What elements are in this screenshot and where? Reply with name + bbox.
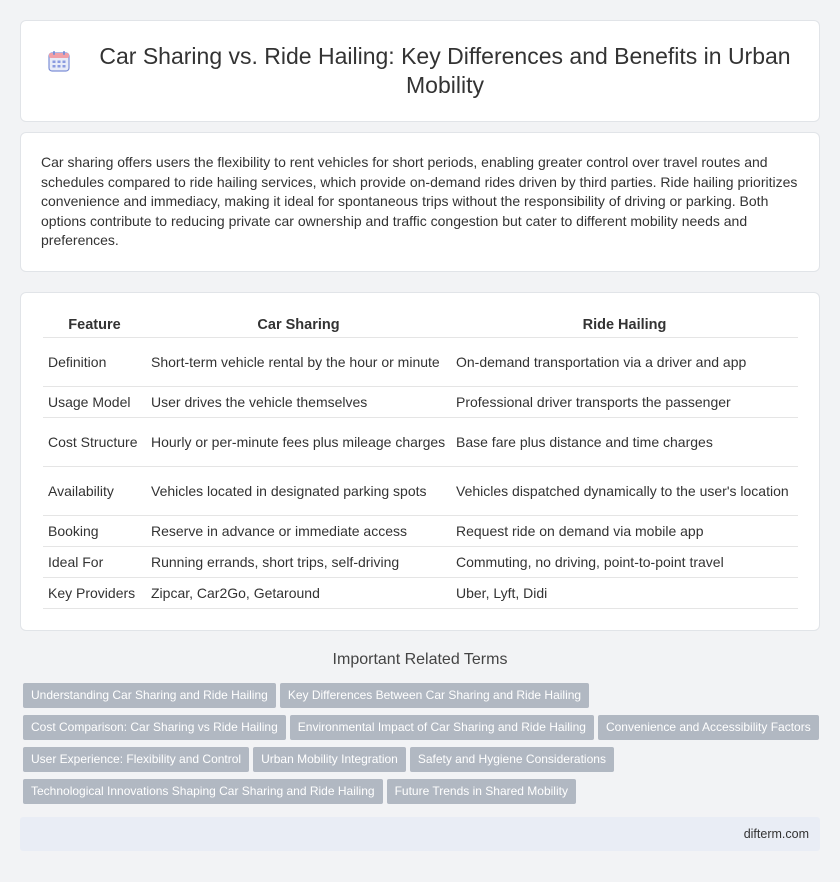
table-row	[43, 547, 798, 578]
header-car-sharing: Car Sharing	[146, 313, 451, 338]
table-row	[43, 418, 798, 467]
related-term-tag[interactable]: Convenience and Accessibility Factors	[598, 715, 819, 740]
feature-cell: Key Providers	[43, 578, 146, 609]
footer	[20, 817, 820, 851]
table-row	[43, 338, 798, 387]
car-sharing-cell: Short-term vehicle rental by the hour or minute	[146, 338, 451, 387]
table-row	[43, 387, 798, 418]
page-title: Car Sharing vs. Ride Hailing: Key Differences and Benefits in Urban Mobility	[99, 43, 791, 98]
feature-cell: Booking	[43, 516, 146, 547]
related-terms-tags	[23, 683, 823, 811]
calendar-icon	[48, 50, 70, 72]
related-term-tag[interactable]: Cost Comparison: Car Sharing vs Ride Hailing	[23, 715, 286, 740]
table-row	[43, 467, 798, 516]
comparison-card	[20, 292, 820, 631]
ride-hailing-cell: Commuting, no driving, point-to-point travel	[451, 547, 798, 578]
related-term-tag[interactable]: Understanding Car Sharing and Ride Hailing	[23, 683, 276, 708]
intro-card	[20, 132, 820, 272]
related-term-tag[interactable]: Safety and Hygiene Considerations	[410, 747, 614, 772]
feature-cell: Availability	[43, 467, 146, 516]
car-sharing-cell: Running errands, short trips, self-driving	[146, 547, 451, 578]
ride-hailing-cell: On-demand transportation via a driver and app	[451, 338, 798, 387]
related-term-tag[interactable]: Technological Innovations Shaping Car Sharing and Ride Hailing	[23, 779, 383, 804]
related-term-tag[interactable]: User Experience: Flexibility and Control	[23, 747, 249, 772]
footer-site-link[interactable]: difterm.com	[743, 827, 809, 841]
related-term-tag[interactable]: Key Differences Between Car Sharing and Ride Hailing	[280, 683, 589, 708]
header-card	[20, 20, 820, 122]
related-term-tag[interactable]: Urban Mobility Integration	[253, 747, 406, 772]
ride-hailing-cell: Base fare plus distance and time charges	[451, 418, 798, 467]
ride-hailing-cell: Professional driver transports the passenger	[451, 387, 798, 418]
feature-cell: Usage Model	[43, 387, 146, 418]
table-row	[43, 578, 798, 609]
car-sharing-cell: Zipcar, Car2Go, Getaround	[146, 578, 451, 609]
car-sharing-cell: Hourly or per-minute fees plus mileage charges	[146, 418, 451, 467]
car-sharing-cell: Reserve in advance or immediate access	[146, 516, 451, 547]
header-ride-hailing: Ride Hailing	[451, 313, 798, 338]
car-sharing-cell: Vehicles located in designated parking spots	[146, 467, 451, 516]
ride-hailing-cell: Request ride on demand via mobile app	[451, 516, 798, 547]
related-term-tag[interactable]: Future Trends in Shared Mobility	[387, 779, 576, 804]
ride-hailing-cell: Uber, Lyft, Didi	[451, 578, 798, 609]
comparison-table	[43, 313, 798, 609]
feature-cell: Cost Structure	[43, 418, 146, 467]
car-sharing-cell: User drives the vehicle themselves	[146, 387, 451, 418]
header-feature: Feature	[43, 313, 146, 338]
feature-cell: Definition	[43, 338, 146, 387]
table-row	[43, 516, 798, 547]
table-header-row	[43, 313, 798, 338]
related-term-tag[interactable]: Environmental Impact of Car Sharing and Ride Hailing	[290, 715, 594, 740]
intro-text: Car sharing offers users the flexibility to rent vehicles for short periods, enabling greater control over travel routes and schedules compared to ride hailing services, which provide on-demand rides driven by third parties. Ride hailing prioritizes convenience and immediacy, making it ideal for spontaneous trips without the responsibility of driving or parking. Both options contribute to reducing private car ownership and traffic congestion but cater to different mobility needs and preferences.	[41, 154, 798, 248]
feature-cell: Ideal For	[43, 547, 146, 578]
ride-hailing-cell: Vehicles dispatched dynamically to the user's location	[451, 467, 798, 516]
related-terms-title: Important Related Terms	[332, 651, 508, 668]
